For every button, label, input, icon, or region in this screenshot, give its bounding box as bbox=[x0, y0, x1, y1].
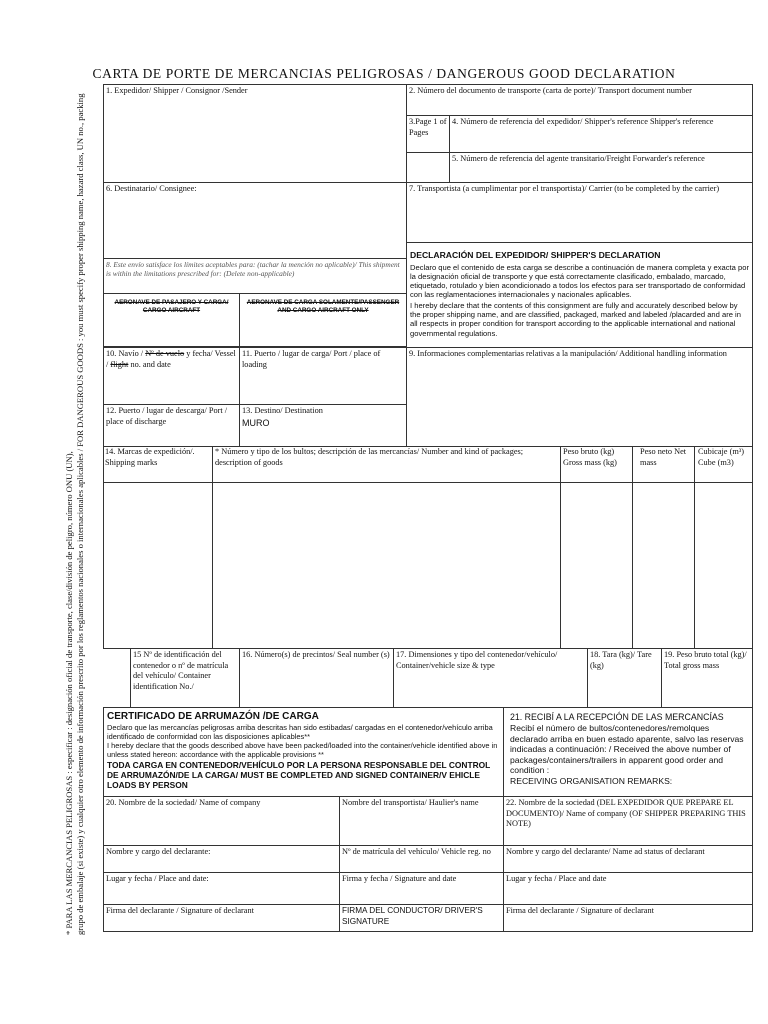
port-of-loading-label: 11. Puerto / lugar de carga/ Port / place of loading bbox=[242, 349, 381, 369]
carrier-label: 7. Transportista (a cumplimentar por el transportista)/ Carrier (to be completed by the carrier) bbox=[409, 184, 720, 193]
net-mass-label: Peso neto Net mass bbox=[640, 447, 687, 467]
company-name-box[interactable] bbox=[103, 796, 340, 846]
shipper-place-date-label: Lugar y fecha / Place and date bbox=[506, 874, 607, 883]
handling-information-label: 9. Informaciones complementarias relativas a la manipulación/ Additional handling information bbox=[409, 349, 727, 358]
forwarder-reference-box[interactable] bbox=[449, 152, 753, 183]
forwarder-reference-label: 5. Número de referencia del agente transitario/Freight Forwarder's reference bbox=[452, 154, 705, 163]
seal-number-box[interactable] bbox=[239, 648, 394, 708]
aircraft-option-b[interactable] bbox=[239, 293, 407, 347]
shipping-marks-label: 14. Marcas de expedición/. Shipping marks bbox=[105, 447, 195, 467]
packing-certificate-note: TODA CARGA EN CONTENEDOR/VEHÍCULO POR LA PERSONA RESPONSABLE DEL CONTROL DE ARRUMAZÓN/DE LA CARGA/ MUST BE COMPLETED AND SIGNED CONTAINER/V EHICLE LOADS BY PERSON bbox=[107, 760, 491, 790]
cube-header bbox=[695, 446, 753, 469]
vessel-label-post: no. and date bbox=[128, 359, 171, 369]
aircraft-option-a[interactable] bbox=[103, 293, 240, 347]
receipt-body: Recibí el número de bultos/contenedores/remolques declarado arriba en buen estado aparente, salvo las reservas indicadas a continuación: / Received the above number of packages/containers/trailers in apparent good order and condition : bbox=[510, 723, 744, 775]
shipper-declaration-box bbox=[406, 242, 753, 348]
place-date-label: Lugar y fecha / Place and date: bbox=[106, 874, 209, 883]
vessel-label-strike-1: Nº de vuelo bbox=[145, 349, 185, 358]
destination-value: MURO bbox=[242, 417, 270, 428]
receipt-remarks: RECEIVING ORGANISATION REMARKS: bbox=[510, 775, 673, 786]
seal-number-label: 16. Número(s) de precintos/ Seal number (s) bbox=[242, 650, 390, 659]
transport-document-number-box[interactable] bbox=[406, 84, 753, 116]
packing-certificate-en: I hereby declare that the goods described above have been packed/loaded into the container/vehicle identified above in unless stated hereon: accordance with the applicable provisions ** bbox=[107, 741, 498, 759]
gross-mass-header bbox=[561, 446, 632, 469]
consignee-box[interactable] bbox=[103, 182, 407, 259]
vessel-label-strike-2: flight bbox=[110, 359, 129, 369]
vessel-label-mid: y fecha/ Vessel / bbox=[106, 349, 236, 369]
container-size-label: 17. Dimensiones y tipo del contenedor/vehículo/ Container/vehicle size & type bbox=[396, 650, 558, 670]
company-name-label: 20. Nombre de la sociedad/ Name of company bbox=[106, 798, 261, 807]
limitations-text: 8. Este envío satisface los límites aceptables para: (tachar la mención no aplicable)/ This shipment is within the limitations prescribed for: (Delete non-applicable) bbox=[106, 260, 400, 278]
haulier-name-label: Nombre del transportista/ Haulier's name bbox=[342, 798, 479, 807]
receipt-heading: 21. RECIBÍ A LA RECEPCIÓN DE LAS MERCANCÍAS bbox=[510, 712, 724, 722]
haulier-name-box[interactable] bbox=[339, 796, 504, 846]
shipper-reference-label: 4. Número de referencia del expedidor/ Shipper's reference Shipper's reference bbox=[452, 117, 714, 126]
driver-signature-date-box[interactable] bbox=[339, 872, 504, 905]
driver-signature-box[interactable] bbox=[339, 904, 504, 932]
shipper-declaration-es: Declaro que el contenido de esta carga se describe a continuación de manera completa y exacta por la designación oficial de transporte y que está correctamente clasificado, embalado, marcado, etiquetado, rotulado y bien acondicionado a todos los efectos para ser transportado de conformidad con las reglamentaciones internacionales y nacionales aplicables. bbox=[410, 262, 749, 300]
container-size-box[interactable] bbox=[393, 648, 588, 708]
side-note-line-2: grupo de embalaje (si existe) y cualquier otro elemento de información prescrito por los reglamentos nacionales o internacionales aplicables / FOR DANGEROUS GOODS : you must specify proper shipping name, hazard class, UN no., packing bbox=[75, 93, 85, 935]
transport-document-number-label: 2. Número del documento de transporte (carta de porte)/ Transport document number bbox=[409, 86, 692, 95]
port-of-discharge-box[interactable] bbox=[103, 404, 240, 447]
consignee-label: 6. Destinatario/ Consignee: bbox=[106, 184, 197, 193]
driver-signature-label: FIRMA DEL CONDUCTOR/ DRIVER'S SIGNATURE bbox=[342, 906, 483, 926]
page-count-label: 3.Page 1 of Pages bbox=[409, 117, 447, 137]
side-note-line-1: * PARA LAS MERCANCIAS PELIGROSAS : especificar : designación oficial de transporte, clase/división de peligro, número ONU (UN), bbox=[64, 451, 74, 935]
packing-certificate-es: Declaro que las mercancías peligrosas arriba descritas han sido estibadas/ cargadas en el contenedor/vehículo arriba identificado de conformidad con las disposiciones aplicables** bbox=[107, 723, 493, 741]
declarant-name-label: Nombre y cargo del declarante: bbox=[106, 847, 211, 856]
vessel-box[interactable] bbox=[103, 347, 240, 405]
total-gross-mass-label: 19. Peso bruto total (kg)/ Total gross mass bbox=[664, 650, 747, 670]
net-mass-header bbox=[633, 446, 694, 469]
container-id-label: 15 Nº de identificación del contenedor o nº de matrícula del vehículo/ Container identification No./ bbox=[133, 650, 229, 691]
gross-mass-label: Peso bruto (kg) Gross mass (kg) bbox=[563, 447, 617, 467]
shipper-label: 1. Expedidor/ Shipper / Consignor /Sender bbox=[106, 86, 248, 95]
declarant-name-box[interactable] bbox=[103, 845, 340, 873]
carrier-box[interactable] bbox=[406, 182, 753, 243]
port-of-loading-box[interactable] bbox=[239, 347, 407, 405]
limitations-box bbox=[103, 258, 407, 294]
vehicle-reg-label: Nº de matrícula del vehículo/ Vehicle reg. no bbox=[342, 847, 491, 856]
declarant-signature-box[interactable] bbox=[103, 904, 340, 932]
vehicle-reg-box[interactable] bbox=[339, 845, 504, 873]
packing-certificate-box bbox=[103, 707, 504, 797]
side-note bbox=[64, 75, 86, 935]
port-of-discharge-label: 12. Puerto / lugar de descarga/ Port / place of discharge bbox=[106, 406, 228, 426]
goods-description-cell[interactable] bbox=[213, 483, 560, 648]
page-count-box[interactable] bbox=[406, 115, 450, 153]
goods-description-label: * Número y tipo de los bultos; descripción de las mercancías/ Number and kind of packages; description of goods bbox=[215, 447, 524, 467]
place-date-box[interactable] bbox=[103, 872, 340, 905]
receipt-box[interactable] bbox=[503, 707, 753, 797]
destination-label: 13. Destino/ Destination bbox=[242, 406, 323, 415]
driver-signature-date-label: Firma y fecha / Signature and date bbox=[342, 874, 457, 883]
shipper-place-date-box[interactable] bbox=[503, 872, 753, 905]
cube-label: Cubicaje (m³) Cube (m3) bbox=[698, 447, 745, 467]
aircraft-option-b-label: AERONAVE DE CARGA SOLAMENTE/PASSENGER AND CARGO AIRCRAFT ONLY bbox=[246, 299, 400, 314]
shipping-marks-header bbox=[103, 446, 212, 469]
shipper-declarant-signature-label: Firma del declarante / Signature of declarant bbox=[506, 906, 654, 915]
empty-cell bbox=[406, 152, 450, 183]
shipping-marks-cell[interactable] bbox=[104, 483, 212, 648]
tare-box[interactable] bbox=[587, 648, 662, 708]
shipper-declarant-name-box[interactable] bbox=[503, 845, 753, 873]
page-title: CARTA DE PORTE DE MERCANCIAS PELIGROSAS / DANGEROUS GOOD DECLARATION bbox=[92, 66, 676, 81]
shipper-declaration-en: I hereby declare that the contents of this consignment are fully and accurately described below by the proper shipping name, and are classified, packaged, marked and labeled /placarded and are in all respects in proper condition for transport according to the applicable international and national governmental regulations. bbox=[410, 300, 741, 338]
shipper-declarant-name-label: Nombre y cargo del declarante/ Name ad status of declarant bbox=[506, 847, 705, 856]
goods-description-header bbox=[213, 446, 560, 469]
destination-box[interactable] bbox=[239, 404, 407, 447]
declarant-signature-label: Firma del declarante / Signature of declarant bbox=[106, 906, 254, 915]
shipper-company-box[interactable] bbox=[503, 796, 753, 846]
shipper-declarant-signature-box[interactable] bbox=[503, 904, 753, 932]
aircraft-option-a-label: AERONAVE DE PASAJERO Y CARGA/ CARGO AIRCRAFT bbox=[114, 299, 229, 314]
shipper-declaration-heading: DECLARACIÓN DEL EXPEDIDOR/ SHIPPER'S DECLARATION bbox=[410, 250, 661, 260]
tare-label: 18. Tara (kg)/ Tare (kg) bbox=[590, 650, 652, 670]
shipper-box[interactable] bbox=[103, 84, 407, 183]
shipper-company-label: 22. Nombre de la sociedad (DEL EXPEDIDOR QUE PREPARE EL DOCUMENTO)/ Name of company (OF SHIPPER PREPARING THIS NOTE) bbox=[506, 798, 746, 828]
total-gross-mass-box[interactable] bbox=[661, 648, 753, 708]
packing-certificate-heading: CERTIFICADO DE ARRUMAZÓN /DE CARGA bbox=[107, 711, 319, 722]
shipper-reference-box[interactable] bbox=[449, 115, 753, 153]
container-id-box[interactable] bbox=[130, 648, 240, 708]
handling-information-box[interactable] bbox=[406, 347, 753, 447]
vessel-label-pre: 10. Navío / bbox=[106, 349, 146, 358]
